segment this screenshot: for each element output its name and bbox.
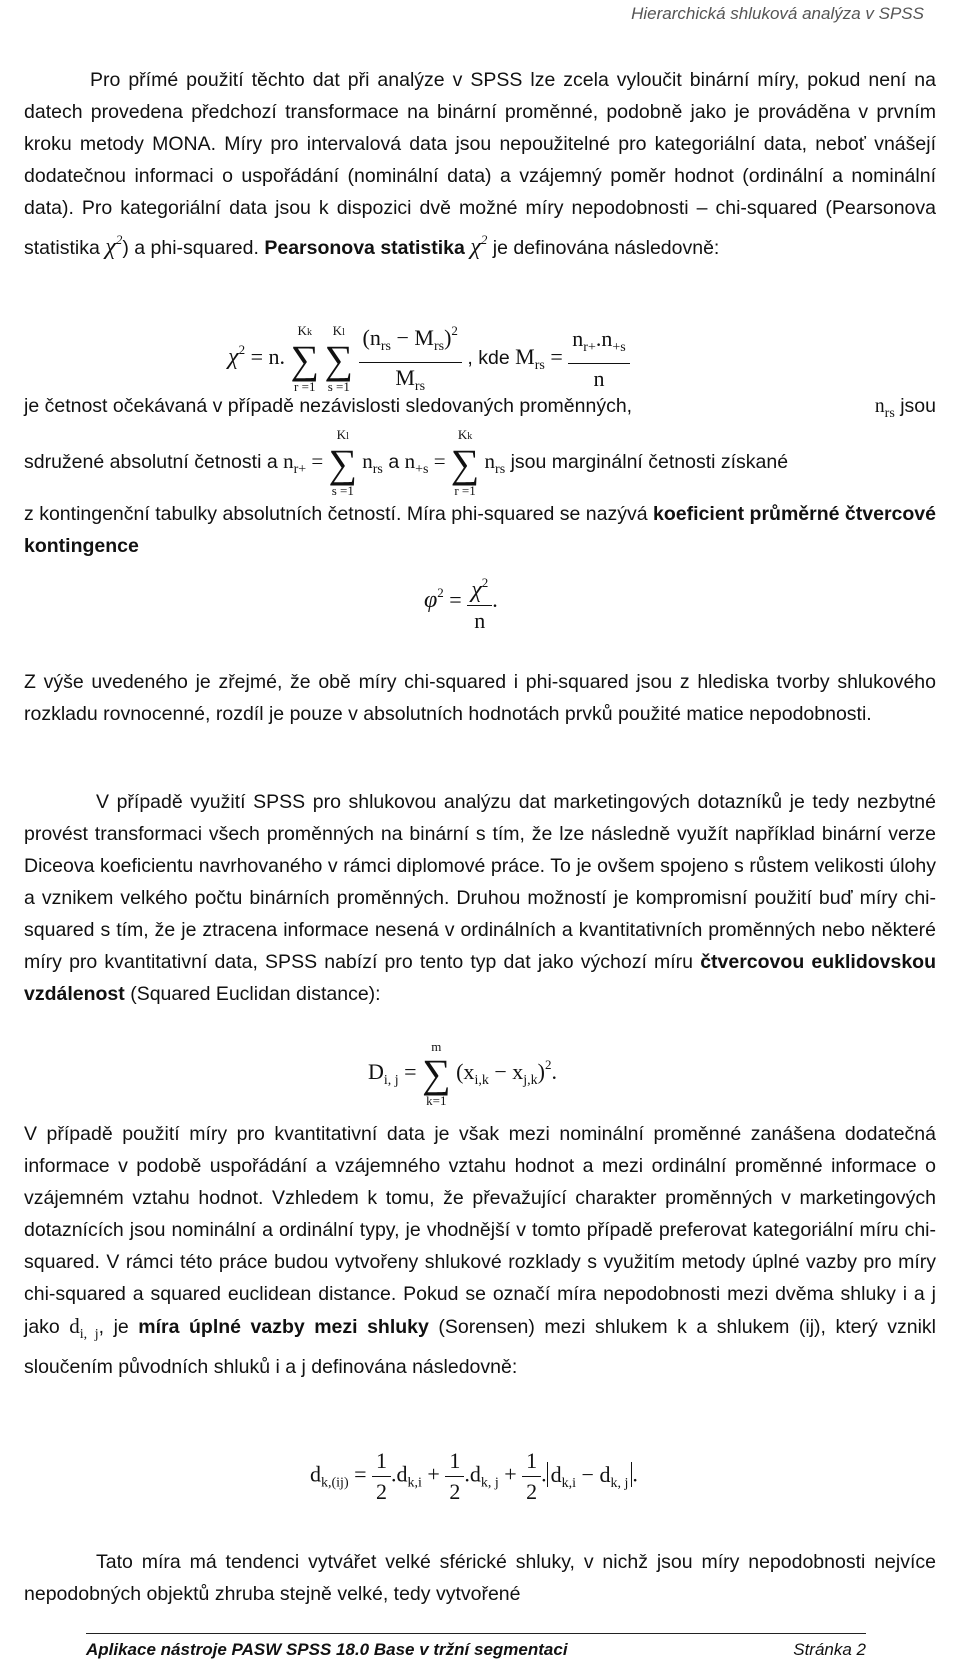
running-header: Hierarchická shluková analýza v SPSS — [631, 4, 924, 23]
paragraph-expected-frequency: je četnost očekávaná v případě nezávislosti sledovaných proměnných, $n_{rs}$ jsou — [24, 395, 936, 421]
paragraph-complete-linkage: V případě použití míry pro kvantitativní data je však mezi nominální proměnné zanášena dodatečná informace v podobě uspořádání a vzájemného vztahu hodnot a mezi ordinální proměnné informace o vzájemném vztahu hodnot. Vzhledem k tomu, že převažující charakter proměnných v marketingových dotaznících jsou nominální a ordinální typy, je vhodnější v tomto případě preferovat kategoriální míru chi-squared. V rámci této práce budou vytvořeny shlukové rozklady s využitím metody úplné vazby pro míry chi-squared a squared euclidean distance. Pokud se označí míra nepodobnosti mezi dvěma shluky i a j jako $d_{i, j}$, je míra úplné vazby mezi shluky (Sorensen) mezi shlukem k a shlukem (ij), který vznikl sloučením původních shluků i a j definována následovně: — [24, 1123, 936, 1378]
squared-euclidean-formula: $D_{i, j}$ = m ∑ k=1 $(x_{i,k} - x_{j,k})^2$. — [368, 1039, 557, 1108]
paragraph-spherical-clusters: Tato míra má tendenci vytvářet velké sférické shluky, v nichž jsou míry nepodobnosti nejvíce nepodobných objektů zhruba stejně velké, tedy vytvořené — [24, 1551, 936, 1605]
phi-squared-formula: $\varphi^2$ = $\frac{\chi^2}{n}$ . — [424, 568, 498, 636]
chi-squared-formula: $\chi^2 = n$. Kk ∑ r =1 Kl ∑ s =1 $\frac{(n_{rs} - M_{rs})^2}{M_{rs}}$ , kde $M_{rs}$ = $\frac{n_{r+}.n_{+s}}{n}$ — [228, 316, 630, 402]
chi-symbol: $\chi^2$ — [105, 232, 123, 260]
complete-linkage-formula: $d_{k,(ij)}$ = $\frac{1}{2}$ $.d_{k,i}$ + $\frac{1}{2}$ $.d_{k, j}$ + $\frac{1}{2}$ . $d_{k,i} - d_{k, j}$ . — [310, 1448, 638, 1504]
page-footer: Aplikace nástroje PASW SPSS 18.0 Base v tržní segmentaci Stránka 2 — [86, 1633, 866, 1660]
paragraph-equivalence: Z výše uvedeného je zřejmé, že obě míry chi-squared i phi-squared jsou z hlediska tvorby shlukového rozkladu rovnocenné, rozdíl je pouze v absolutních hodnotách prvků použité matice nepodobnosti. — [24, 671, 936, 725]
paragraph-intro: Pro přímé použití těchto dat při analýze v SPSS lze zcela vyloučit binární míry, pokud není na datech provedena předchozí transformace na binární proměnné, podobně jako je prováděna v prvním kroku metody MONA. Míry pro intervalová data jsou nepoužitelné pro kategoriální data, neboť vnášejí dodatečnou informaci o uspořádání (nominální data) a vzájemný poměr hodnot (ordinální a nominální data). Pro kategoriální data jsou k dispozici dvě možné míry nepodobnosti – chi-squared (Pearsonova statistika $\chi^2$) a phi-squared. Pearsonova statistika $\chi^2$ je definována následovně: — [24, 69, 936, 260]
paragraph-marginal-frequencies: sdružené absolutní četnosti a $n_{r+}$ = Kl ∑ s =1 $n_{rs}$ a $n_{+s}$ = Kk ∑ r =1 $n_{rs}$ jsou marginální četnosti získané — [24, 427, 789, 498]
paragraph-phi-squared: z kontingenční tabulky absolutních četností. Míra phi-squared se nazývá koeficient průměrné čtvercové kontingence — [24, 503, 936, 557]
paragraph-spss-transformation: V případě využití SPSS pro shlukovou analýzu dat marketingových dotazníků je tedy nezbytné provést transformaci všech proměnných na binární s tím, že lze následně využít například binární verze Diceova koeficientu navrhovaného v rámci diplomové práce. To je ovšem spojeno s růstem velikosti úlohy a vznikem velkého počtu binárních proměnných. Druhou možností je kompromisní použití buď míry chi-squared s tím, že je ztracena informace nesená v ordinálních a kvantitativních proměnných nebo některé míry pro kvantitativní data, SPSS nabízí pro tento typ dat jako výchozí míru čtvercovou euklidovskou vzdálenost (Squared Euclidan distance): — [24, 791, 937, 1005]
page-number: Stránka 2 — [793, 1640, 866, 1659]
chi-symbol: $\chi^2$ — [470, 232, 488, 260]
